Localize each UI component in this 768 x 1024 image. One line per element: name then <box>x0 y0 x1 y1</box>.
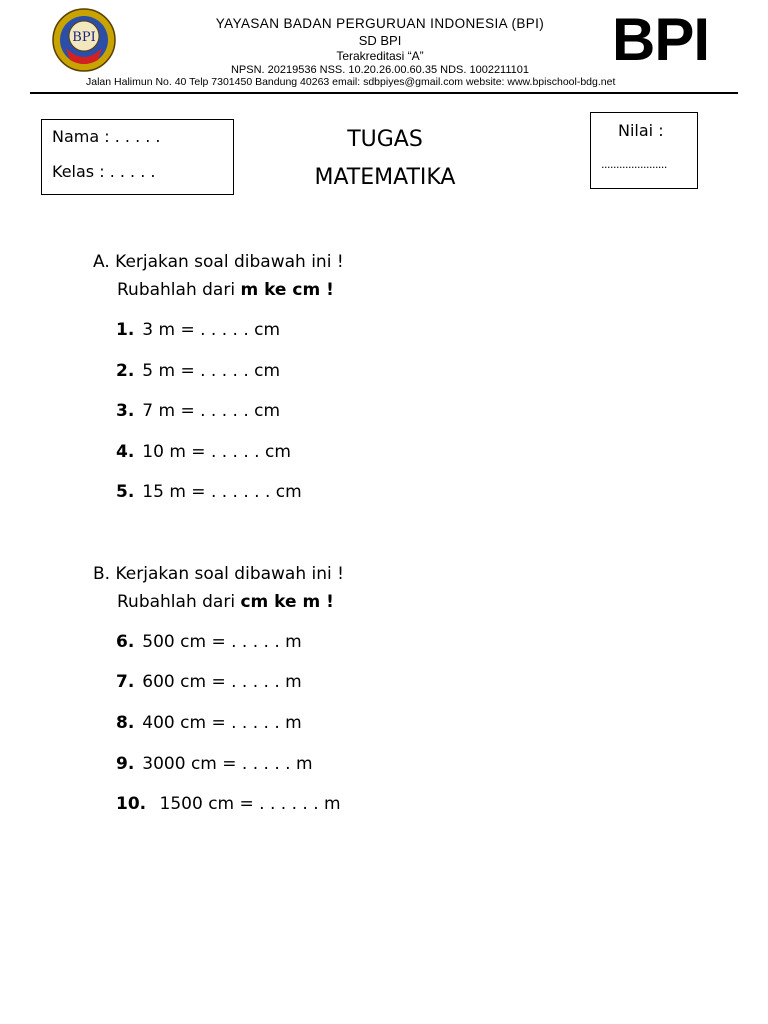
school-ids: NPSN. 20219536 NSS. 10.20.26.00.60.35 NDS. 1002211101 <box>230 64 530 76</box>
score-blank: ...................... <box>601 158 667 171</box>
question-number: 8. <box>116 713 135 733</box>
score-label: Nilai : <box>618 121 664 140</box>
worksheet-title-line1: TUGAS <box>347 127 423 152</box>
question-text: 3 m = . . . . . cm <box>142 320 281 340</box>
svg-text:BPI: BPI <box>72 30 96 45</box>
question-text: 500 cm = . . . . . m <box>142 632 302 652</box>
question-text: 3000 cm = . . . . . m <box>142 754 313 774</box>
question-text: 400 cm = . . . . . m <box>142 713 302 733</box>
question-text: 1500 cm = . . . . . . m <box>154 794 341 814</box>
brand-logo-text: BPI <box>612 6 710 73</box>
header-divider <box>30 92 738 94</box>
question-number: 2. <box>116 361 135 381</box>
question-text: 7 m = . . . . . cm <box>142 401 281 421</box>
question-number: 4. <box>116 442 135 462</box>
question-item <box>116 361 280 381</box>
school-logo-icon <box>52 8 116 72</box>
question-item <box>116 442 291 462</box>
section-b-instruction-units: cm ke m ! <box>240 592 334 612</box>
accreditation: Terakreditasi “A” <box>336 49 424 63</box>
question-text: 15 m = . . . . . . cm <box>142 482 302 502</box>
school-name: SD BPI <box>358 33 402 48</box>
foundation-name: YAYASAN BADAN PERGURUAN INDONESIA (BPI) <box>215 16 545 31</box>
question-number: 9. <box>116 754 135 774</box>
student-class-field: Kelas : . . . . . <box>52 162 156 181</box>
question-text: 10 m = . . . . . cm <box>142 442 291 462</box>
question-text: 5 m = . . . . . cm <box>142 361 281 381</box>
section-a-heading: A. Kerjakan soal dibawah ini ! <box>93 252 344 272</box>
section-b-instruction-prefix: Rubahlah dari <box>117 592 241 612</box>
section-a-instruction <box>117 280 334 300</box>
section-b-heading: B. Kerjakan soal dibawah ini ! <box>93 564 344 584</box>
school-address: Jalan Halimun No. 40 Telp 7301450 Bandung 40263 email: sdbpiyes@gmail.com website: www.bpischool-bdg.net <box>86 76 616 88</box>
student-name-field: Nama : . . . . . <box>52 127 161 146</box>
question-number: 7. <box>116 672 135 692</box>
question-item <box>116 401 280 421</box>
section-a-instruction-prefix: Rubahlah dari <box>117 280 241 300</box>
question-number: 1. <box>116 320 135 340</box>
question-item <box>116 320 280 340</box>
section-b-instruction <box>117 592 334 612</box>
section-a-instruction-units: m ke cm ! <box>240 280 334 300</box>
question-item <box>116 713 302 733</box>
question-number: 6. <box>116 632 135 652</box>
question-number: 5. <box>116 482 135 502</box>
worksheet-title-line2: MATEMATIKA <box>314 165 456 190</box>
question-item <box>116 672 302 692</box>
question-text: 600 cm = . . . . . m <box>142 672 302 692</box>
question-item <box>116 794 341 814</box>
question-number: 10. <box>116 794 147 814</box>
question-item <box>116 482 302 502</box>
question-number: 3. <box>116 401 135 421</box>
question-item <box>116 754 313 774</box>
question-item <box>116 632 302 652</box>
